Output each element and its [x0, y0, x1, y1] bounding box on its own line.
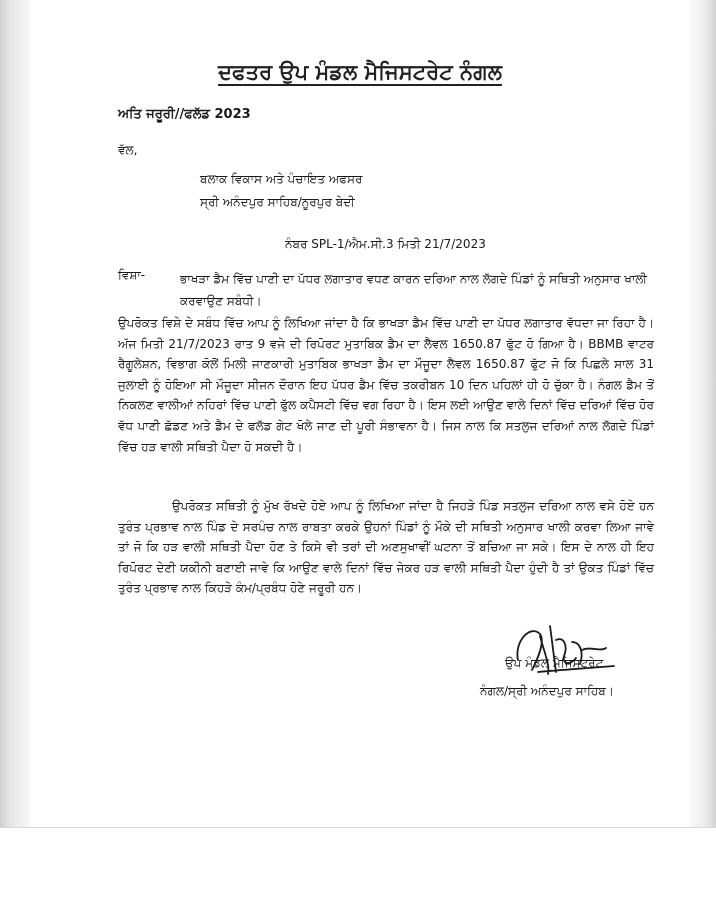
photo-bottom-area	[0, 827, 716, 923]
letter-page	[30, 0, 690, 828]
photo-left-edge	[0, 0, 30, 923]
subject-text: ਭਾਖੜਾ ਡੈਮ ਵਿੱਚ ਪਾਣੀ ਦਾ ਪੱਧਰ ਲਗਾਤਾਰ ਵਧਣ ਕਾਰਨ ਦਰਿਆ ਨਾਲ ਲੱਗਦੇ ਪਿੰਡਾਂ ਨੂੰ ਸਥਿਤੀ ਅਨੁਸਾਰ ਖਾਲੀ ਕਰਵਾਉਣ ਸਬੰਧੀ।	[180, 272, 648, 308]
signatory-title: ਉਪ ਮੰਡਲ ਮੈਜਿਸਟਰੇਟ	[505, 656, 604, 670]
urgent-note: ਅਤਿ ਜਰੂਰੀ//ਫਲੱਡ 2023	[118, 107, 251, 122]
addressee-line-2: ਸ੍ਰੀ ਅਨੰਦਪੁਰ ਸਾਹਿਬ/ਨੂਰਪੁਰ ਬੇਦੀ	[200, 195, 355, 209]
body-paragraph-2: ਉਪਰੋਕਤ ਸਥਿਤੀ ਨੂੰ ਮੁੱਖ ਰੱਖਦੇ ਹੋਏ ਆਪ ਨੂੰ ਲਿਖਿਆ ਜਾਂਦਾ ਹੈ ਜਿਹੜੇ ਪਿੰਡ ਸਤਲੁਜ ਦਰਿਆ ਨਾਲ ਵਸੇ ਹੋਏ ਹਨ ਤੁਰੰਤ ਪ੍ਰਭਾਵ ਨਾਲ ਪਿੰਡ ਦੇ ਸਰਪੰਚ ਨਾਲ ਰਾਬਤਾ ਕਰਕੇ ਉਹਨਾਂ ਪਿੰਡਾਂ ਨੂੰ ਮੌਕੇ ਦੀ ਸਥਿਤੀ ਅਨੁਸਾਰ ਖਾਲੀ ਕਰਵਾ ਲਿਆ ਜਾਵੇ ਤਾਂ ਜੋ ਕਿ ਹੜ ਵਾਲੀ ਸਥਿਤੀ ਪੈਦਾ ਹੋਣ ਤੇ ਕਿਸੇ ਵੀ ਤਰਾਂ ਦੀ ਅਣਸੁਖਾਵੀਂ ਘਟਨਾ ਤੋਂ ਬਚਿਆ ਜਾ ਸਕੇ। ਇਸ ਦੇ ਨਾਲ ਹੀ ਇਹ ਰਿਪੋਰਟ ਦੇਣੀ ਯਕੀਨੀ ਬਣਾਈ ਜਾਵੇ ਕਿ ਆਉਣ ਵਾਲੇ ਦਿਨਾਂ ਵਿੱਚ ਜੇਕਰ ਹੜ ਵਾਲੀ ਸਥਿਤੀ ਪੈਦਾ ਹੁੰਦੀ ਹੈ ਤਾਂ ਉਕਤ ਪਿੰਡਾਂ ਵਿੱਚ ਤੁਰੰਤ ਪ੍ਰਭਾਵ ਨਾਲ ਕਿਹੜੇ ਕੰਮ/ਪ੍ਰਬੰਧ ਹੋਣੇ ਜਰੂਰੀ ਹਨ।	[118, 499, 654, 596]
addressee-line-1: ਬਲਾਕ ਵਿਕਾਸ ਅਤੇ ਪੰਚਾਇਤ ਅਫਸਰ	[200, 172, 363, 186]
signatory-place: ਨੰਗਲ/ਸ੍ਰੀ ਅਨੰਦਪੁਰ ਸਾਹਿਬ।	[480, 684, 614, 698]
office-title: ਦਫਤਰ ਉਪ ਮੰਡਲ ਮੈਜਿਸਟਰੇਟ ਨੰਗਲ	[218, 60, 502, 84]
subject-label: ਵਿਸ਼ਾ-	[118, 268, 146, 282]
photo-right-edge	[690, 0, 716, 923]
to-label: ਵੱਲ,	[118, 143, 138, 157]
body-paragraph-1: ਉਪਰੋਕਤ ਵਿਸ਼ੇ ਦੇ ਸਬੰਧ ਵਿੱਚ ਆਪ ਨੂੰ ਲਿਖਿਆ ਜਾਂਦਾ ਹੈ ਕਿ ਭਾਖੜਾ ਡੈਮ ਵਿੱਚ ਪਾਣੀ ਦਾ ਪੱਧਰ ਲਗਾਤਾਰ ਵੱਧਦਾ ਜਾ ਰਿਹਾ ਹੈ। ਅੱਜ ਮਿਤੀ 21/7/2023 ਰਾਤ 9 ਵਜੇ ਦੀ ਰਿਪੋਰਟ ਮੁਤਾਬਿਕ ਡੈਮ ਦਾ ਲੈਵਲ 1650.87 ਫੁੱਟ ਹੋ ਗਿਆ ਹੈ। BBMB ਵਾਟਰ ਰੈਗੂਲੇਸ਼ਨ, ਵਿਭਾਗ ਕੋਲੋਂ ਮਿਲੀ ਜਾਣਕਾਰੀ ਮੁਤਾਬਿਕ ਭਾਖੜਾ ਡੈਮ ਦਾ ਮੌਜੂਦਾ ਲੈਵਲ 1650.87 ਫੁੱਟ ਜੋ ਕਿ ਪਿਛਲੇ ਸਾਲ 31 ਜੁਲਾਈ ਨੂੰ ਹੋਇਆ ਸੀ ਮੌਜੂਦਾ ਸੀਜਨ ਦੌਰਾਨ ਇਹ ਪੱਧਰ ਡੈਮ ਵਿੱਚ ਤਕਰੀਬਨ 10 ਦਿਨ ਪਹਿਲਾਂ ਹੀ ਹੋ ਚੁੱਕਾ ਹੈ। ਨੰਗਲ ਡੈਮ ਤੋਂ ਨਿਕਲਣ ਵਾਲੀਆਂ ਨਹਿਰਾਂ ਵਿੱਚ ਪਾਣੀ ਫੁੱਲ ਕਪੈਸਟੀ ਵਿੱਚ ਵਗ ਰਿਹਾ ਹੈ। ਇਸ ਲਈ ਆਉਣ ਵਾਲੇ ਦਿਨਾਂ ਵਿੱਚ ਦਰਿਆਂ ਵਿੱਚ ਹੋਰ ਵੱਧ ਪਾਣੀ ਛੱਡਣ ਅਤੇ ਡੈਮ ਦੇ ਫਲੱਡ ਗੇਟ ਖੋਲੇ ਜਾਣ ਦੀ ਪੂਰੀ ਸੰਭਾਵਨਾ ਹੈ। ਜਿਸ ਨਾਲ ਕਿ ਸਤਲੁਜ ਦਰਿਆਂ ਨਾਲ ਲੱਗਦੇ ਪਿੰਡਾਂ ਵਿੱਚ ਹੜ ਵਾਲੀ ਸਥਿਤੀ ਪੈਦਾ ਹੋ ਸਕਦੀ ਹੈ।	[118, 316, 654, 454]
reference-number: ਨੰਬਰ SPL-1/ਐਮ.ਸੀ.3 ਮਿਤੀ 21/7/2023	[285, 237, 486, 251]
handwritten-signature	[510, 612, 620, 692]
